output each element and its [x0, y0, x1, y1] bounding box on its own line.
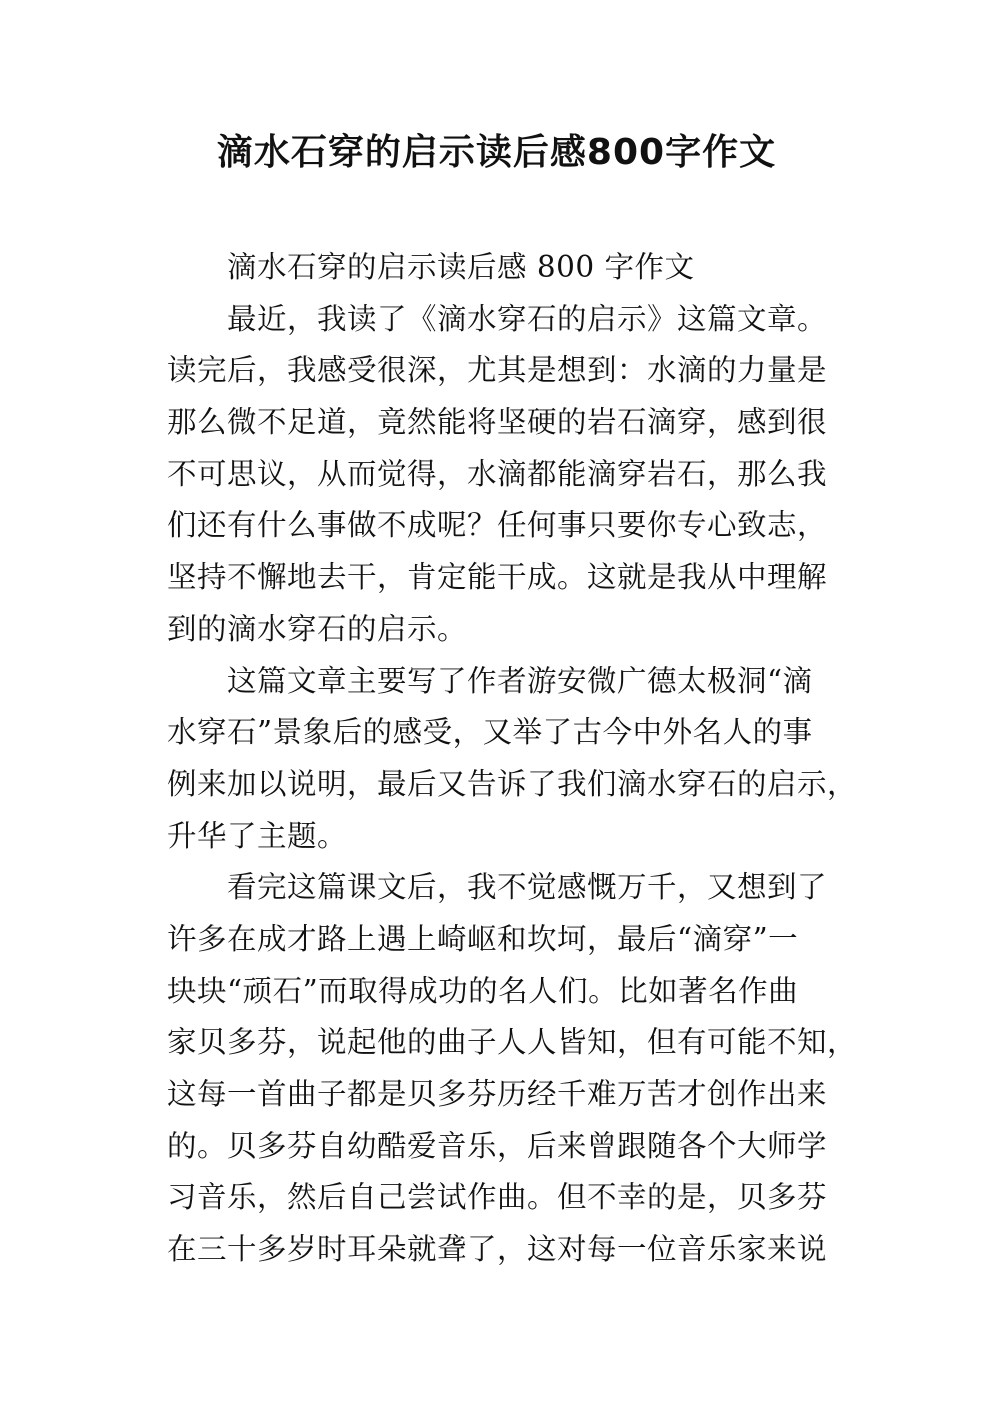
text-line: 家贝多芬，说起他的曲子人人皆知，但有可能不知，	[167, 1025, 858, 1060]
document-body	[167, 242, 858, 1276]
text-line: 滴水石穿的启示读后感 800 字作文	[227, 250, 695, 284]
text-line: 们还有什么事做不成呢？任何事只要你专心致志，	[167, 508, 828, 543]
text-line: 看完这篇课文后，我不觉感慨万千，又想到了	[227, 870, 828, 905]
document-title: 滴水石穿的启示读后感800字作文	[216, 132, 777, 173]
text-line: 水穿石”景象后的感受，又举了古今中外名人的事	[167, 715, 813, 750]
text-line: 到的滴水穿石的启示。	[167, 611, 468, 646]
text-line: 许多在成才路上遇上崎岖和坎坷，最后“滴穿”一	[167, 921, 799, 956]
text-line: 块块“顽石”而取得成功的名人们。比如著名作曲	[167, 973, 799, 1008]
text-line: 这每一首曲子都是贝多芬历经千难万苦才创作出来	[167, 1077, 828, 1111]
text-line: 坚持不懈地去干，肯定能干成。这就是我从中理解	[167, 560, 828, 595]
text-line: 的。贝多芬自幼酷爱音乐，后来曾跟随各个大师学	[167, 1128, 828, 1163]
text-line: 不可思议，从而觉得，水滴都能滴穿岩石，那么我	[167, 456, 828, 491]
text-line: 例来加以说明，最后又告诉了我们滴水穿石的启示，	[167, 766, 858, 801]
text-line: 读完后，我感受很深，尤其是想到：水滴的力量是	[167, 353, 828, 388]
text-line: 这篇文章主要写了作者游安微广德太极洞“滴	[227, 663, 813, 698]
text-line: 在三十多岁时耳朵就聋了，这对每一位音乐家来说	[167, 1232, 828, 1267]
text-line: 最近，我读了《滴水穿石的启示》这篇文章。	[227, 301, 828, 336]
text-line: 升华了主题。	[167, 818, 348, 853]
text-line: 那么微不足道，竟然能将坚硬的岩石滴穿，感到很	[167, 405, 828, 440]
text-line: 习音乐，然后自己尝试作曲。但不幸的是，贝多芬	[167, 1180, 828, 1215]
